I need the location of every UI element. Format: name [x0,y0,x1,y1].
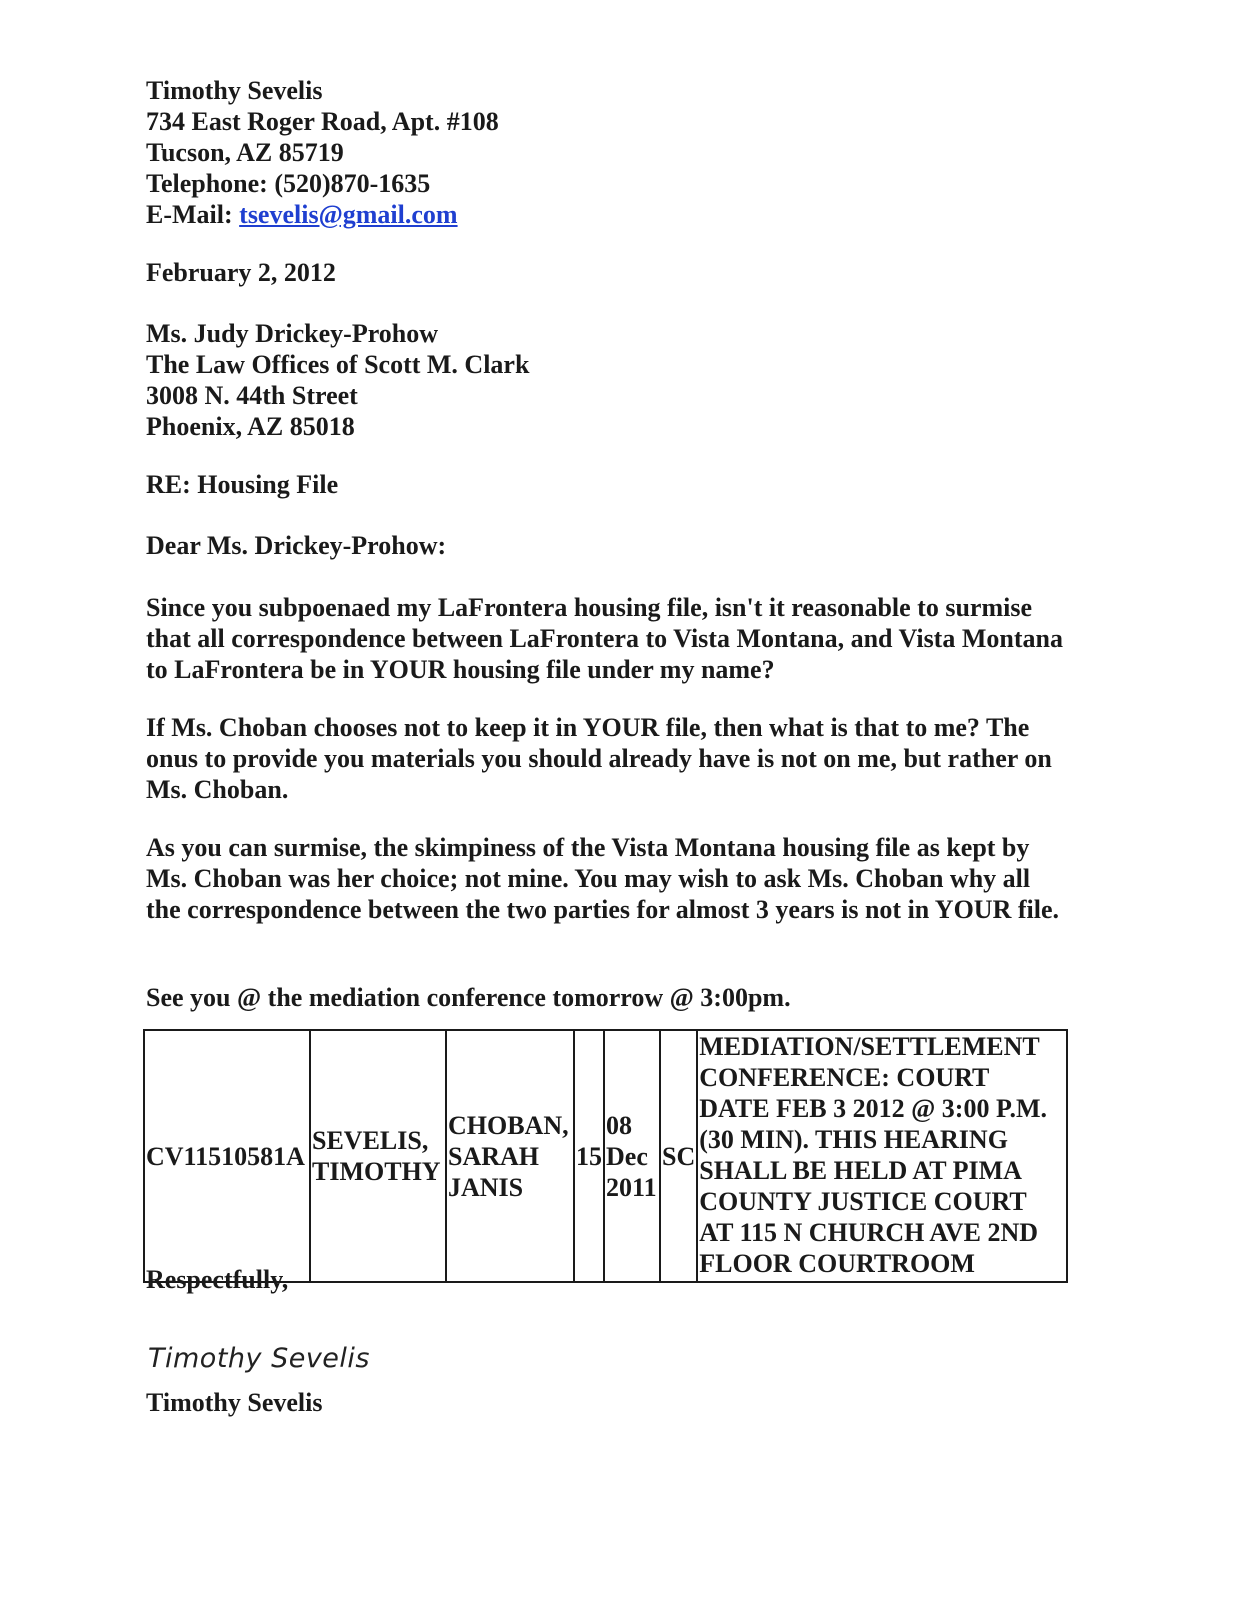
sender-email-line [146,199,1096,230]
recipient-address-line-1: 3008 N. 44th Street [146,381,358,410]
plaintiff-cell: SEVELIS, TIMOTHY [310,1030,446,1282]
closing-text: Respectfully, [146,1265,289,1294]
signature: Timothy Sevelis [148,1343,370,1374]
sender-phone: Telephone: (520)870-1635 [146,169,431,198]
subject-text: RE: Housing File [146,470,339,499]
sender-name: Timothy Sevelis [146,76,323,105]
case-table [143,1029,1068,1283]
sender-address-line-1: 734 East Roger Road, Apt. #108 [146,107,499,136]
recipient-firm: The Law Offices of Scott M. Clark [146,350,530,379]
body-paragraph-4 [146,982,1096,1013]
letter-date [146,257,1096,288]
body-paragraph-1: Since you subpoenaed my LaFrontera housing file, isn't it reasonable to surmise that all correspondence between LaFrontera to Vista Montana, and Vista Montana to LaFrontera be in YOUR housing file under my name? [146,593,1063,684]
sender-address-line-2: Tucson, AZ 85719 [146,138,344,167]
subject-line [146,469,1096,500]
type-cell: SC [660,1030,697,1282]
table-row [144,1030,1067,1282]
closing [146,1264,1096,1295]
date-cell: 08 Dec 2011 [604,1030,660,1282]
number-cell: 15 [574,1030,604,1282]
signer-name-text: Timothy Sevelis [146,1388,323,1417]
recipient-address-line-2: Phoenix, AZ 85018 [146,412,355,441]
salutation-text: Dear Ms. Drickey-Prohow: [146,531,447,560]
sender-block [146,75,1096,230]
salutation [146,530,1096,561]
recipient-block [146,318,1096,442]
sender-email-link[interactable]: tsevelis@gmail.com [239,200,458,229]
body-paragraph-4-text: See you @ the mediation conference tomorrow @ 3:00pm. [146,983,791,1012]
defendant-cell: CHOBAN, SARAH JANIS [446,1030,574,1282]
signer-name [146,1387,1096,1418]
body-paragraph-3: As you can surmise, the skimpiness of the Vista Montana housing file as kept by Ms. Choban was her choice; not mine. You may wish to ask Ms. Choban why all the correspondence between the two parties for almost 3 years is not in YOUR file. [146,833,1059,924]
case-number-cell: CV11510581A [144,1030,310,1282]
sender-email-label: E-Mail: [146,200,240,229]
description-cell: MEDIATION/SETTLEMENT CONFERENCE: COURT DATE FEB 3 2012 @ 3:00 P.M. (30 MIN). THIS HEARING SHALL BE HELD AT PIMA COUNTY JUSTICE COURT AT 115 N CHURCH AVE 2ND FLOOR COURTROOM [697,1030,1067,1282]
recipient-name: Ms. Judy Drickey-Prohow [146,319,439,348]
date-text: February 2, 2012 [146,258,336,287]
body-paragraph-2: If Ms. Choban chooses not to keep it in YOUR file, then what is that to me? The onus to provide you materials you should already have is not on me, but rather on Ms. Choban. [146,713,1052,804]
